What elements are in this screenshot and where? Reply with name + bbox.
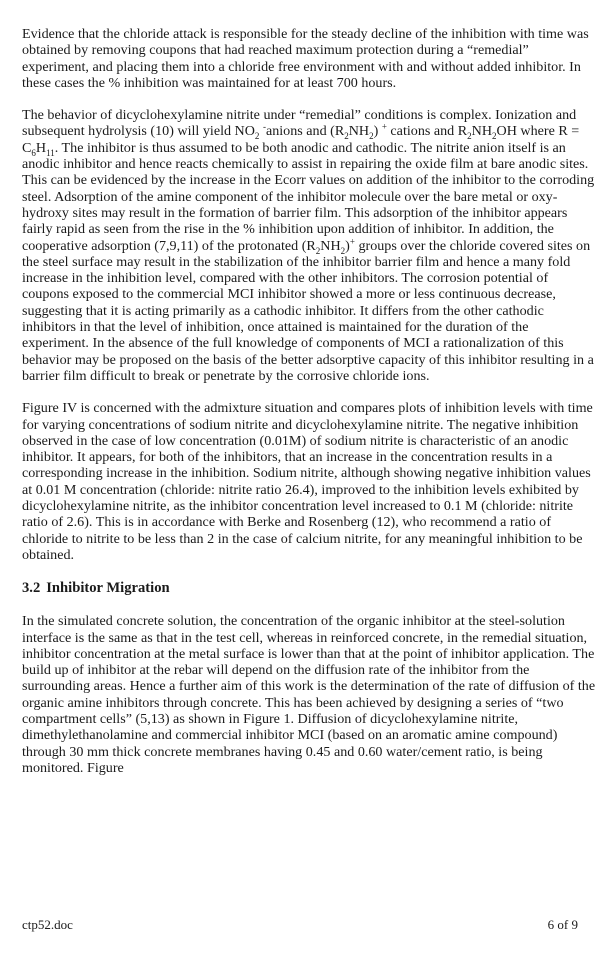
footer-filename: ctp52.doc bbox=[22, 917, 73, 932]
section-heading bbox=[22, 580, 596, 597]
text-run: The behavior of dicyclohexylamine nitrite under “remedial” conditions is complex. Ionization and subsequent hydrolysis (10) will yield NO bbox=[22, 107, 577, 140]
superscript: - bbox=[262, 121, 266, 132]
subscript: 2 bbox=[344, 131, 349, 142]
paragraph-inhibitor-migration: In the simulated concrete solution, the concentration of the organic inhibitor at the steel-solution interface is the same as that in the test cell, whereas in reinforced concrete, in the remedial situation, inhibitor concentration at the metal surface is lower than that at the point of inhibitor application. The build up of inhibitor at the rebar will depend on the diffusion rate of the inhibitor from the surrounding areas. Hence a further aim of this work is the determination of the rate of diffusion of the organic amine inhibitors through concrete. This has been achieved by designing a series of “two compartment cells” (5,13) as shown in Figure 1. Diffusion of dicyclohexylamine nitrite, dimethylethanolamine and commercial inhibitor MCI (based on an aromatic amine compound) through 30 mm thick concrete membranes having 0.45 and 0.60 water/cement ratio, is being monitored. Figure bbox=[22, 613, 596, 776]
text-run: NH bbox=[471, 123, 493, 140]
subscript: 2 bbox=[254, 131, 260, 142]
section-number: 3.2 bbox=[22, 580, 41, 597]
subscript: 2 bbox=[369, 131, 374, 142]
paragraph-admixture-situation: Figure IV is concerned with the admixture situation and compares plots of inhibition levels with time for varying concentrations of sodium nitrite and dicyclohexylamine nitrite. The negative inhibition observed in the case of low concentration (0.01M) of sodium nitrite is characteristic of an anodic inhibitor. It appears, for both of the inhibitors, that an increase in the concentration results in a corresponding increase in the inhibition. Sodium nitrite, although showing negative inhibition values at 0.01 M concentration (chloride: nitrite ratio 26.4), improved to the inhibition levels exhibited by dicyclohexylamine nitrite, as the inhibitor concentration level increased to 0.1 M (chloride: nitrite ratio of 2.6). This is in accordance with Berke and Rosenberg (12), who recommend a ratio of chloride to nitrite to be less than 2 in the case of calcium nitrite, for any meaningful inhibition to be obtained. bbox=[22, 400, 593, 563]
subscript: 2 bbox=[340, 245, 346, 256]
section-title: Inhibitor Migration bbox=[46, 580, 170, 597]
text-run: NH bbox=[320, 237, 341, 254]
subscript: 2 bbox=[315, 245, 321, 256]
text-run: anions and (R bbox=[265, 123, 345, 140]
text-run: NH bbox=[348, 123, 370, 140]
paragraph-dicyclohexylamine-behavior bbox=[22, 107, 596, 384]
superscript: + bbox=[381, 121, 387, 132]
text-run: groups over the chloride covered sites on the steel surface may result in the stabilization of the inhibitor barrier film and hence a many fold increase in the inhibition level, compared with the other inhibitors. The corrosion potential of coupons exposed to the commercial MCI inhibitor showed a more or less continuous decrease, suggesting that it is acting primarily as a cathodic inhibitor. It differs from the other cathodic inhibitors in that the level of inhibition, once attained is maintained for the duration of the experiment. In the absence of the full knowledge of components of MCI a rationalization of this behavior may be proposed on the basis of the better adsorptive capacity of this inhibitor resulting in a barrier film difficult to break or penetrate by the corrosive chloride ions. bbox=[22, 237, 594, 384]
subscript: 2 bbox=[467, 131, 472, 142]
paragraph-chloride-evidence: Evidence that the chloride attack is responsible for the steady decline of the inhibition with time was obtained by removing coupons that had reached maximum protection during a “remedial” experiment, and placing them into a chloride free environment with and without added inhibitor. In these cases the % inhibition was maintained for at least 700 hours. bbox=[22, 26, 589, 91]
text-run: ) bbox=[345, 237, 350, 254]
subscript: 11 bbox=[46, 147, 55, 158]
superscript: + bbox=[349, 235, 355, 246]
text-run: cations and R bbox=[386, 123, 468, 140]
subscript: 6 bbox=[31, 147, 36, 158]
text-run: H bbox=[35, 139, 47, 156]
footer-page-number: 6 of 9 bbox=[547, 917, 578, 932]
text-run: OH where R = C bbox=[22, 123, 580, 156]
text-run: ) bbox=[373, 123, 382, 140]
document-page bbox=[22, 26, 596, 776]
text-run: . The inhibitor is thus assumed to be both anodic and cathodic. The nitrite anion itself is an anodic inhibitor and hence reacts chemically to assist in repairing the oxide film at bare anodic sites. This can be evidenced by the increase in the Ecorr values on addition of the inhibitor to the corroding steel. Adsorption of the amine component of the inhibitor molecule over the bare metal or oxy-hydroxy sites may result in the formation of barrier film. This adsorption of the inhibitor appears fairly rapid as seen from the rise in the % inhibition upon addition of inhibitor. In addition, the cooperative adsorption (7,9,11) of the protonated (R bbox=[22, 139, 595, 254]
subscript: 2 bbox=[492, 131, 497, 142]
